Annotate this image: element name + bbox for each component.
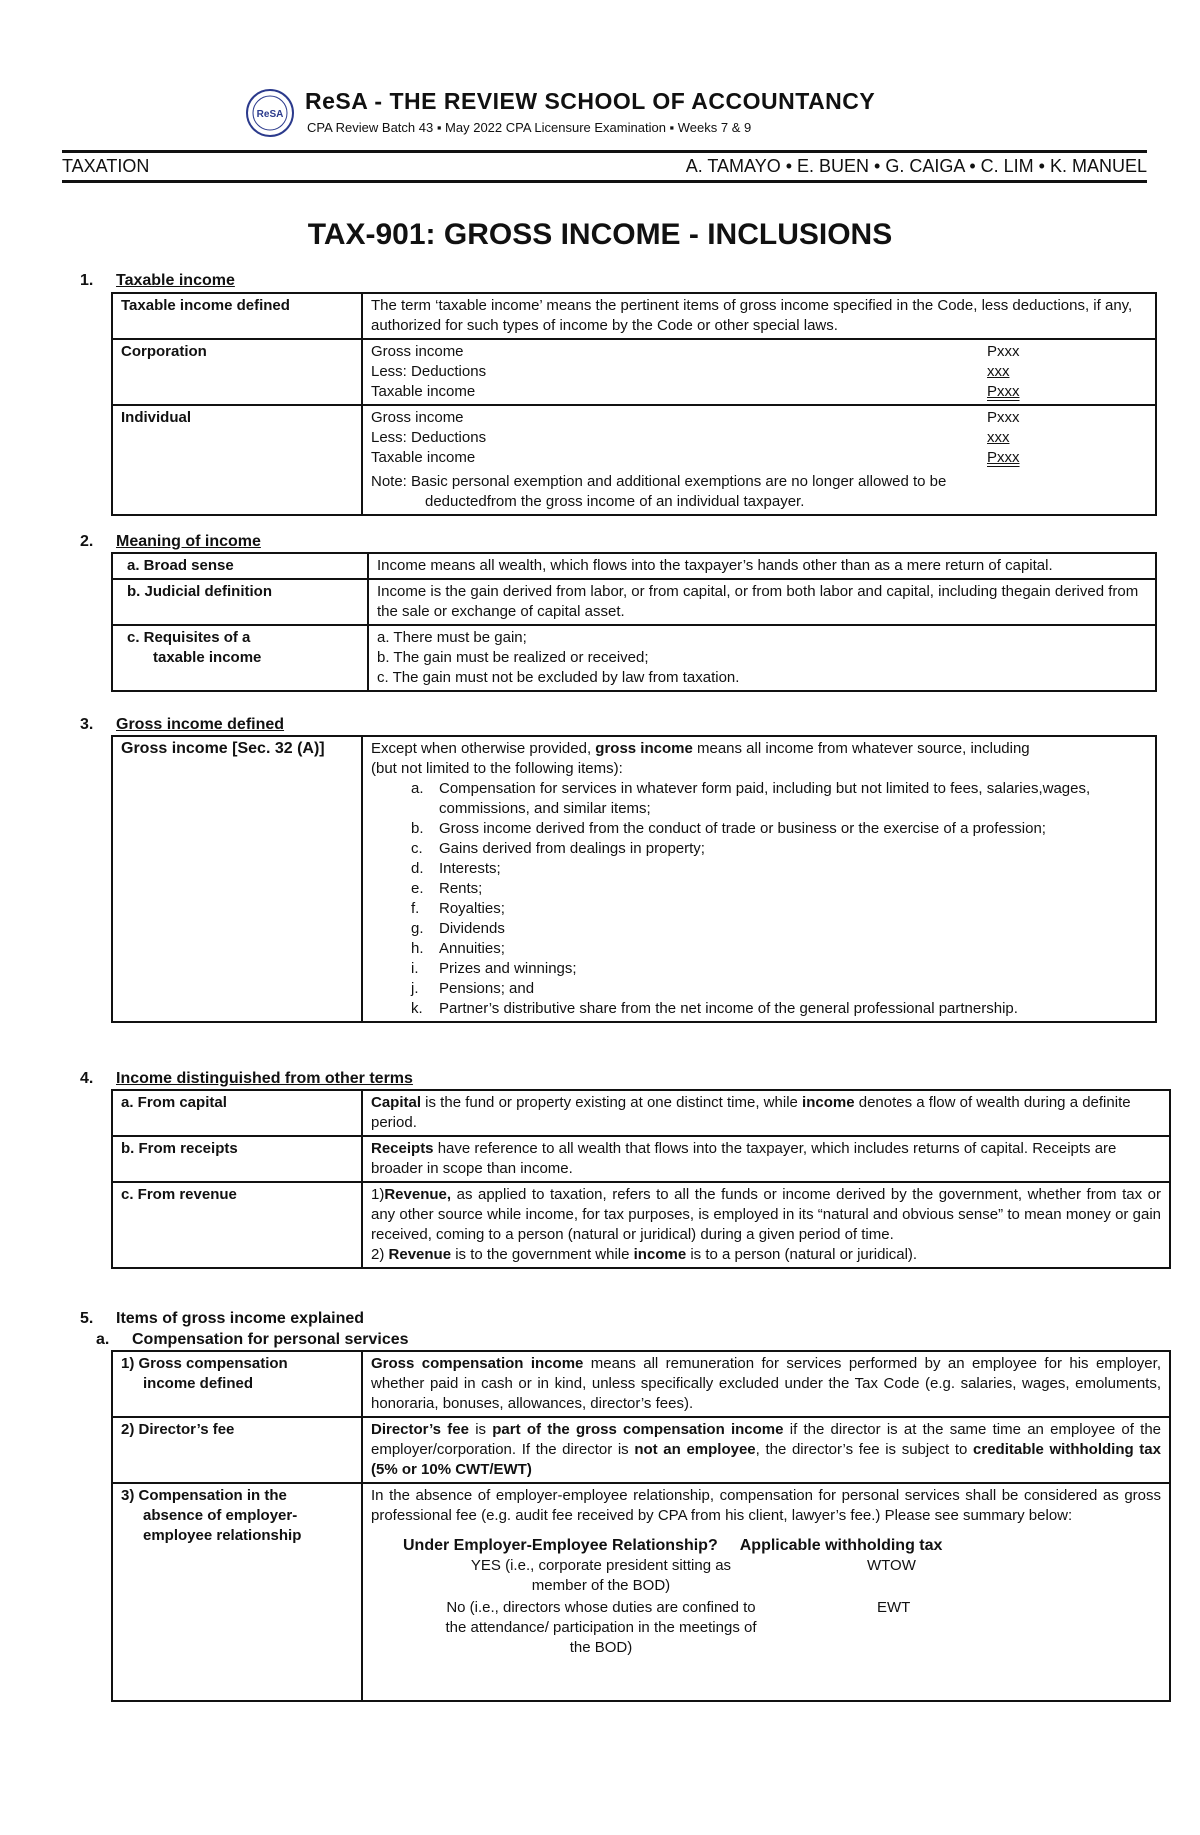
subject-label: TAXATION xyxy=(62,156,150,176)
line-amount: Pxxx xyxy=(987,449,1020,466)
computation-line xyxy=(371,342,1147,362)
item-text: Royalties; xyxy=(439,900,505,917)
section-5-heading xyxy=(80,1310,364,1328)
row-label xyxy=(112,1483,362,1701)
label-line: employee relationship xyxy=(143,1527,302,1544)
line-amount: xxx xyxy=(987,429,1010,446)
intro-line xyxy=(371,739,1147,759)
row-text: Income is the gain derived from labor, or from capital, or from both labor and capital, including thegain derived from the sale or exchange of capital asset. xyxy=(368,579,1156,625)
computation-line xyxy=(371,382,1147,402)
label-line: 3) Compensation in the xyxy=(121,1487,287,1504)
item-marker: i. xyxy=(411,960,419,977)
section-4-heading xyxy=(80,1070,413,1088)
text: as applied to taxation, refers to all the funds or income derived by the government, whether from tax or any other source while income, for tax purposes, is employed in its “natural and obvious sense” to mean money or gain received, coming to a person (natural or juridical) during a given period of time. xyxy=(371,1186,1161,1243)
row-text xyxy=(362,1417,1170,1483)
row-label: a. From capital xyxy=(112,1090,362,1136)
item-text: Pensions; and xyxy=(439,980,535,997)
revenue-point-2 xyxy=(371,1245,1161,1265)
item-text: Gross income derived from the conduct of trade or business or the exercise of a profession; xyxy=(439,820,1046,837)
item-marker: g. xyxy=(411,920,424,937)
section-number: 1. xyxy=(80,272,94,289)
table-row xyxy=(112,405,1156,515)
point-marker: 1) xyxy=(371,1186,385,1203)
compensation-table xyxy=(111,1350,1171,1702)
line-text: Gross income xyxy=(371,409,464,426)
section-title: Income distinguished from other terms xyxy=(116,1070,413,1087)
item-text: Prizes and winnings; xyxy=(439,960,577,977)
table-row xyxy=(112,1182,1170,1268)
resa-logo-icon xyxy=(245,88,295,138)
item-marker: f. xyxy=(411,900,420,917)
corporation-computation xyxy=(362,339,1156,405)
text: is to the government while xyxy=(451,1246,634,1263)
withholding-tax-cell: EWT xyxy=(877,1599,911,1616)
section-title: Items of gross income explained xyxy=(116,1310,365,1327)
term: income xyxy=(802,1094,855,1111)
term: part of the gross compensation income xyxy=(492,1421,784,1438)
text: if the director is at the same time an employee of the employer/corporation. If the director is xyxy=(371,1421,1162,1458)
cell-line: No (i.e., directors whose duties are confined to xyxy=(446,1599,756,1616)
label-line: taxable income xyxy=(153,649,262,666)
section-title: Taxable income xyxy=(116,272,235,289)
term: Revenue xyxy=(388,1246,452,1263)
item-marker: a. xyxy=(411,780,424,797)
section-number: 3. xyxy=(80,716,94,733)
header-rule-top xyxy=(62,150,1147,153)
subsection-marker: a. xyxy=(96,1331,110,1348)
cell-line: member of the BOD) xyxy=(531,1577,671,1594)
text: , the director’s fee is subject to xyxy=(755,1441,974,1458)
line-amount: Pxxx xyxy=(987,383,1020,400)
list-item xyxy=(411,999,1147,1019)
section-3-heading xyxy=(80,716,284,734)
intro-line: (but not limited to the following items): xyxy=(371,760,623,777)
header-rule-bottom xyxy=(62,180,1147,183)
table-row xyxy=(112,339,1156,405)
label-line: 1) Gross compensation xyxy=(121,1355,288,1372)
row-text xyxy=(362,1136,1170,1182)
row-label: Individual xyxy=(112,405,362,515)
item-text: Dividends xyxy=(439,920,505,937)
list-item xyxy=(411,939,1147,959)
text: is to a person (natural or juridical). xyxy=(686,1246,918,1263)
term: Revenue, xyxy=(384,1186,452,1203)
batch-subtitle: CPA Review Batch 43 ▪ May 2022 CPA Licensure Examination ▪ Weeks 7 & 9 xyxy=(307,120,752,135)
item-marker: e. xyxy=(411,880,424,897)
item-text: Partner’s distributive share from the net income of the general professional partnership. xyxy=(439,1000,1018,1017)
row-text xyxy=(362,1351,1170,1417)
list-item: b. The gain must be realized or received; xyxy=(377,649,649,666)
column-header: Applicable withholding tax xyxy=(739,1537,943,1554)
term: Director’s fee xyxy=(371,1421,469,1438)
list-item xyxy=(411,959,1147,979)
row-label: 2) Director’s fee xyxy=(112,1417,362,1483)
document-title: TAX-901: GROSS INCOME - INCLUSIONS xyxy=(307,218,893,251)
list-item: c. The gain must not be excluded by law from taxation. xyxy=(377,669,740,686)
item-marker: h. xyxy=(411,940,424,957)
list-item xyxy=(411,839,1147,859)
computation-line xyxy=(371,428,1147,448)
line-amount: xxx xyxy=(987,363,1010,380)
row-label: a. Broad sense xyxy=(112,553,368,579)
term: Receipts xyxy=(371,1140,434,1157)
relationship-cell xyxy=(371,1598,831,1658)
term: Gross compensation income xyxy=(371,1355,584,1372)
cell-line: the BOD) xyxy=(569,1639,633,1656)
item-marker: j. xyxy=(411,980,419,997)
summary-table-header xyxy=(371,1536,1161,1556)
note-line: deductedfrom the gross income of an individual taxpayer. xyxy=(425,493,805,510)
list-item xyxy=(411,779,1147,819)
label-line: absence of employer- xyxy=(143,1507,298,1524)
withholding-tax-cell: WTOW xyxy=(867,1557,916,1574)
table-row xyxy=(112,579,1156,625)
section-2-heading xyxy=(80,533,261,551)
table-row xyxy=(112,1417,1170,1483)
individual-computation xyxy=(362,405,1156,515)
item-text: Rents; xyxy=(439,880,483,897)
summary-row-no xyxy=(371,1598,1161,1658)
row-text xyxy=(362,1182,1170,1268)
line-text: Gross income xyxy=(371,343,464,360)
term: creditable withholding tax (5% or 10% CWT/EWT) xyxy=(371,1441,1161,1478)
row-label xyxy=(112,625,368,691)
list-item xyxy=(411,819,1147,839)
text: is xyxy=(468,1421,493,1438)
item-marker: k. xyxy=(411,1000,423,1017)
list-item xyxy=(411,859,1147,879)
revenue-point-1 xyxy=(371,1185,1161,1245)
column-header: Under Employer-Employee Relationship? xyxy=(403,1537,718,1554)
table-row xyxy=(112,625,1156,691)
row-label: Gross income [Sec. 32 (A)] xyxy=(112,736,362,1022)
text: means all remuneration for services performed by an employee for his employer, whether paid in cash or in kind, unless specifically excluded under the Tax Code (e.g. salaries, wages, emoluments, honoraria, bonuses, allowances, director’s fees). xyxy=(371,1355,1161,1412)
row-text xyxy=(362,1090,1170,1136)
table-row xyxy=(112,1483,1170,1701)
item-marker: b. xyxy=(411,820,424,837)
cell-line: the attendance/ participation in the meetings of xyxy=(445,1619,757,1636)
computation-line xyxy=(371,408,1147,428)
text: denotes a flow of wealth during a definite period. xyxy=(371,1094,1131,1131)
taxable-income-table xyxy=(111,292,1157,516)
line-amount: Pxxx xyxy=(987,343,1020,360)
line-amount: Pxxx xyxy=(987,409,1020,426)
line-text: Less: Deductions xyxy=(371,363,487,380)
list-item xyxy=(411,879,1147,899)
table-row xyxy=(112,553,1156,579)
list-item xyxy=(411,899,1147,919)
intro-text: Except when otherwise provided, xyxy=(371,740,596,757)
text: have reference to all wealth that flows into the taxpayer, which includes returns of capital. Receipts are broader in scope than income. xyxy=(371,1140,1117,1177)
list-item xyxy=(411,979,1147,999)
gross-income-table xyxy=(111,735,1157,1023)
gross-income-items-list xyxy=(371,779,1147,1019)
text: is the fund or property existing at one distinct time, while xyxy=(421,1094,803,1111)
row-label: Corporation xyxy=(112,339,362,405)
row-label: Taxable income defined xyxy=(112,293,362,339)
authors-label: A. TAMAYO • E. BUEN • G. CAIGA • C. LIM • K. MANUEL xyxy=(685,156,1147,176)
section-number: 4. xyxy=(80,1070,94,1087)
list-item xyxy=(411,919,1147,939)
meaning-of-income-table xyxy=(111,552,1157,692)
relationship-cell xyxy=(371,1556,831,1596)
point-marker: 2) xyxy=(371,1246,389,1263)
item-marker: d. xyxy=(411,860,424,877)
list-item: a. There must be gain; xyxy=(377,629,527,646)
income-distinguished-table xyxy=(111,1089,1171,1269)
line-text: Taxable income xyxy=(371,449,476,466)
item-text: Compensation for services in whatever form paid, including but not limited to fees, salaries,wages, commissions, and similar items; xyxy=(439,780,1091,817)
requisites-list xyxy=(368,625,1156,691)
document-header xyxy=(245,88,945,140)
section-title: Gross income defined xyxy=(116,716,285,733)
term: not an employee xyxy=(634,1441,756,1458)
term: income xyxy=(633,1246,687,1263)
item-text: Gains derived from dealings in property; xyxy=(439,840,705,857)
row-label: c. From revenue xyxy=(112,1182,362,1268)
subsection-title: Compensation for personal services xyxy=(132,1331,409,1348)
cell-line: YES (i.e., corporate president sitting as xyxy=(470,1557,732,1574)
item-marker: c. xyxy=(411,840,423,857)
row-label xyxy=(112,1351,362,1417)
note-line: Note: Basic personal exemption and additional exemptions are no longer allowed to be xyxy=(371,473,947,490)
section-number: 2. xyxy=(80,533,94,550)
row-text: Income means all wealth, which flows into the taxpayer’s hands other than as a mere return of capital. xyxy=(368,553,1156,579)
summary-intro: In the absence of employer-employee relationship, compensation for personal services shall be considered as gross professional fee (e.g. audit fee received by CPA from his client, lawyer’s fee.) Please see summary below: xyxy=(371,1487,1161,1524)
school-title: ReSA - THE REVIEW SCHOOL OF ACCOUNTANCY xyxy=(305,88,876,114)
table-row xyxy=(112,293,1156,339)
term: Capital xyxy=(371,1094,422,1111)
gross-income-definition xyxy=(362,736,1156,1022)
table-row xyxy=(112,1090,1170,1136)
table-row xyxy=(112,736,1156,1022)
row-label: b. From receipts xyxy=(112,1136,362,1182)
summary-row-yes xyxy=(371,1556,1161,1596)
line-text: Less: Deductions xyxy=(371,429,487,446)
section-1-heading xyxy=(80,272,235,290)
intro-text: means all income from whatever source, including xyxy=(692,740,1030,757)
row-text: The term ‘taxable income’ means the pertinent items of gross income specified in the Code, less deductions, if any, authorized for such types of income by the Code or other special laws. xyxy=(362,293,1156,339)
subsection-a-heading xyxy=(96,1331,409,1349)
line-text: Taxable income xyxy=(371,383,476,400)
row-label: b. Judicial definition xyxy=(112,579,368,625)
label-line: c. Requisites of a xyxy=(127,629,251,646)
table-row xyxy=(112,1136,1170,1182)
section-title: Meaning of income xyxy=(116,533,261,550)
computation-line xyxy=(371,448,1147,468)
label-line: income defined xyxy=(143,1375,254,1392)
logo-text: ReSA xyxy=(256,109,284,120)
section-number: 5. xyxy=(80,1310,94,1327)
intro-term: gross income xyxy=(595,740,693,757)
table-row xyxy=(112,1351,1170,1417)
item-text: Annuities; xyxy=(439,940,505,957)
computation-line xyxy=(371,362,1147,382)
item-text: Interests; xyxy=(439,860,501,877)
row-text xyxy=(362,1483,1170,1701)
